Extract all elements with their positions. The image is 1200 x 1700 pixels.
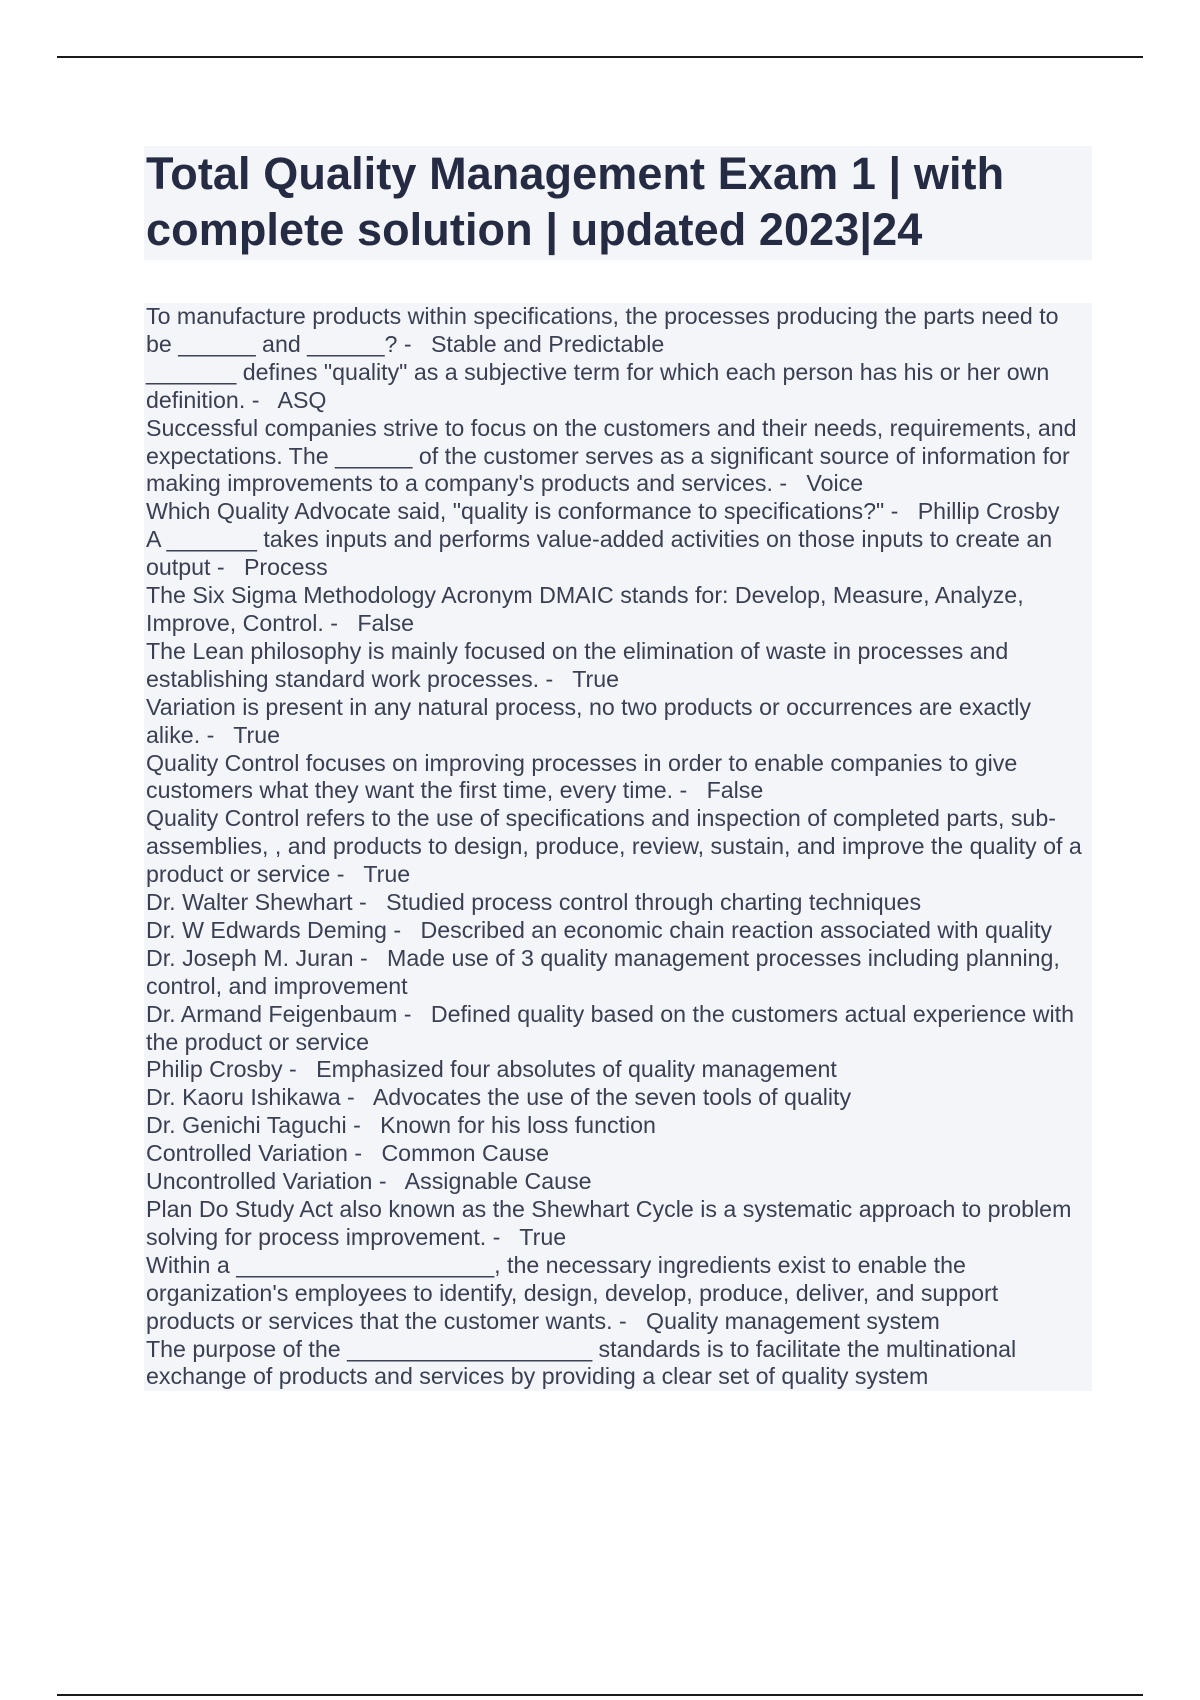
qa-separator: - (323, 609, 358, 636)
qa-item (144, 917, 1092, 945)
answer-text: False (706, 777, 764, 804)
page-title: Total Quality Management Exam 1 | with complete solution | updated 2023|24 (146, 148, 1005, 255)
question-text: Dr. Kaoru Ishikawa (146, 1084, 341, 1111)
qa-item (144, 1196, 1092, 1252)
qa-separator: - (346, 1112, 381, 1139)
qa-item (144, 303, 1092, 359)
qa-separator: - (397, 1000, 431, 1027)
answer-text: Phillip Crosby (917, 498, 1060, 525)
question-text: Quality Control refers to the use of specifications and inspection of completed parts, sub-assemblies, , and products to design, produce, review, sustain, and improve the quality of a product or service (146, 805, 1082, 888)
question-text: _______ defines "quality" as a subjective term for which each person has his or her own definition. (146, 358, 1050, 413)
question-text: The Six Sigma Methodology Acronym DMAIC stands for: Develop, Measure, Analyze, Improve, Control. (146, 582, 1024, 636)
question-text: Plan Do Study Act also known as the Shewhart Cycle is a systematic approach to problem solving for process improvement. (146, 1196, 1072, 1250)
question-text: Dr. Genichi Taguchi (146, 1112, 347, 1139)
qa-item (144, 750, 1092, 806)
qa-separator: - (884, 498, 918, 525)
question-text: Controlled Variation (146, 1140, 348, 1167)
answer-text: Described an economic chain reaction associated with quality (420, 916, 1053, 943)
answer-text: False (357, 609, 415, 636)
qa-separator: - (340, 1084, 373, 1111)
answer-text: Advocates the use of the seven tools of quality (372, 1084, 852, 1111)
answer-text: Defined quality based on the customers actual experience with the product or service (146, 1000, 1075, 1055)
qa-item (144, 526, 1092, 582)
qa-separator: - (397, 330, 431, 357)
question-text: Within a ____________________, the necessary ingredients exist to enable the organization's employees to identify, design, develop, produce, deliver, and support products or services that the customer wants. (146, 1251, 999, 1334)
answer-text: True (572, 665, 620, 692)
footer-rule (57, 1694, 1143, 1696)
qa-item (144, 694, 1092, 750)
question-text: Dr. Joseph M. Juran (146, 944, 354, 971)
qa-item (144, 1168, 1092, 1196)
qa-separator: - (486, 1223, 520, 1250)
qa-separator: - (347, 1140, 382, 1167)
qa-item (144, 415, 1092, 499)
question-text: Dr. Walter Shewhart (146, 889, 353, 916)
qa-separator: - (210, 554, 244, 581)
question-text: Quality Control focuses on improving processes in order to enable companies to give customers what they want the first time, every time. (146, 749, 1018, 804)
qa-separator: - (673, 777, 707, 804)
answer-text: Assignable Cause (404, 1168, 592, 1195)
qa-separator: - (539, 665, 573, 692)
answer-text: Voice (806, 470, 864, 497)
qa-item (144, 1140, 1092, 1168)
qa-separator: - (372, 1168, 405, 1195)
qa-separator: - (330, 861, 364, 888)
qa-item (144, 1252, 1092, 1336)
qa-item (144, 359, 1092, 415)
question-text: Dr. W Edwards Deming (146, 916, 387, 943)
answer-text: Process (243, 554, 328, 581)
header-rule (57, 56, 1143, 58)
qa-separator: - (353, 944, 387, 971)
answer-text: Common Cause (381, 1140, 549, 1167)
qa-item (144, 805, 1092, 889)
qa-item (144, 582, 1092, 638)
qa-separator: - (612, 1307, 647, 1334)
qa-item (144, 889, 1092, 917)
qa-list (144, 303, 1092, 1391)
qa-item (144, 1056, 1092, 1084)
answer-text: ASQ (277, 386, 327, 413)
answer-text: True (363, 861, 411, 888)
qa-separator: - (282, 1056, 317, 1083)
question-text: The purpose of the ___________________ standards is to facilitate the multinational exchange of products and services by providing a clear set of quality system (146, 1335, 1017, 1390)
title-block (144, 146, 1092, 260)
qa-item (144, 498, 1092, 526)
qa-item (144, 1001, 1092, 1057)
qa-separator: - (245, 386, 278, 413)
question-text: Which Quality Advocate said, "quality is conformance to specifications?" (146, 498, 885, 525)
qa-separator: - (352, 889, 387, 916)
answer-text: True (519, 1223, 567, 1250)
qa-separator: - (386, 916, 421, 943)
answer-text: True (233, 721, 281, 748)
question-text: A _______ takes inputs and performs value-added activities on those inputs to create an output (146, 526, 1053, 581)
question-text: Successful companies strive to focus on the customers and their needs, requirements, and expectations. The ______ of the customer serves as a significant source of information for making improvements to a company's products and services. (146, 414, 1077, 497)
qa-separator: - (772, 470, 807, 497)
answer-text: Studied process control through charting techniques (386, 889, 922, 916)
qa-item (144, 638, 1092, 694)
qa-item (144, 1336, 1092, 1392)
question-text: Variation is present in any natural process, no two products or occurrences are exactly alike. (146, 693, 1031, 748)
answer-text: Known for his loss function (380, 1112, 656, 1139)
answer-text: Emphasized four absolutes of quality management (316, 1056, 837, 1083)
question-text: To manufacture products within specifications, the processes producing the parts need to be ______ and ______? (146, 303, 1059, 357)
answer-text: Made use of 3 quality management processes including planning, control, and improvement (146, 944, 1060, 999)
question-text: Dr. Armand Feigenbaum (146, 1000, 398, 1027)
qa-item (144, 1084, 1092, 1112)
qa-item (144, 1112, 1092, 1140)
answer-text: Quality management system (646, 1307, 940, 1334)
question-text: Uncontrolled Variation (146, 1168, 373, 1195)
qa-separator: - (200, 721, 234, 748)
answer-text: Stable and Predictable (430, 330, 665, 357)
question-text: The Lean philosophy is mainly focused on the elimination of waste in processes and establishing standard work processes. (146, 637, 1009, 692)
qa-item (144, 945, 1092, 1001)
question-text: Philip Crosby (146, 1056, 283, 1083)
